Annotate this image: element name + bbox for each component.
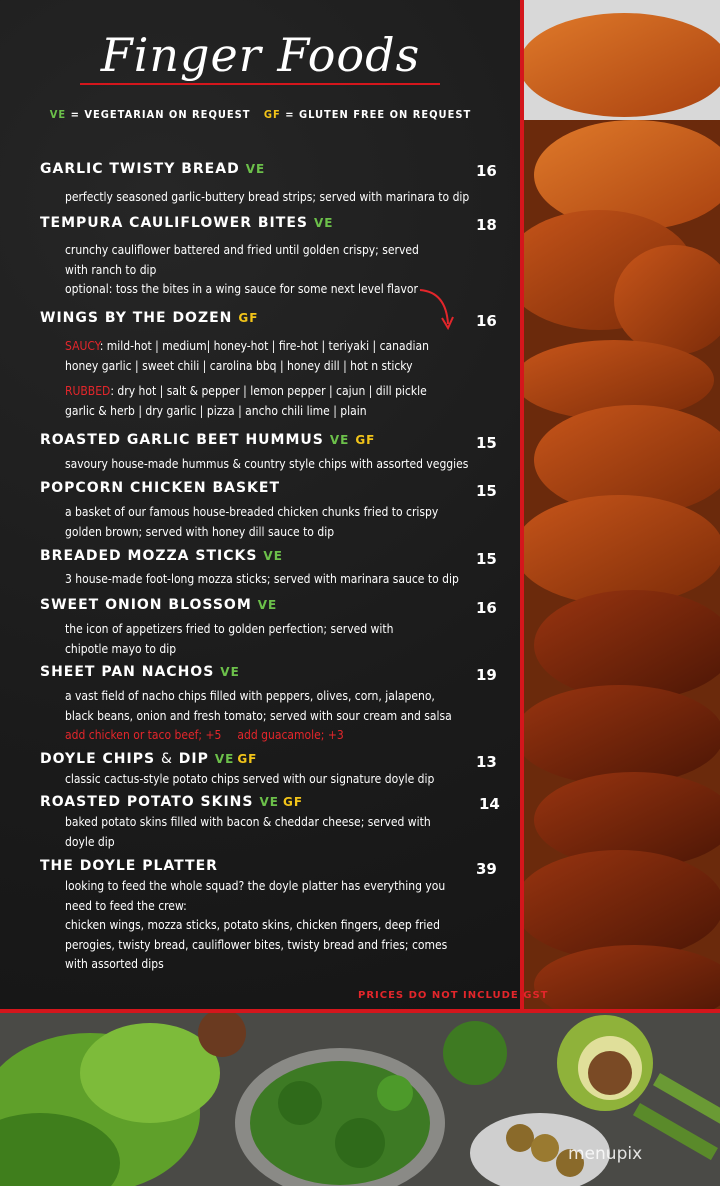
menu-item-description: perfectly seasoned garlic-buttery bread strips; served with marinara to dip (65, 190, 470, 204)
menu-item-price: 16 (476, 599, 497, 617)
gf-tag: GF (237, 752, 258, 766)
menu-item-price: 16 (476, 162, 497, 180)
gf-legend-tag: GF (263, 108, 281, 121)
ve-tag: VE (220, 665, 240, 679)
menu-item-name: WINGS BY THE DOZEN GF (40, 310, 259, 326)
menu-item-price: 15 (476, 550, 497, 568)
menu-item-name: SHEET PAN NACHOS VE (40, 664, 240, 680)
title-underline (80, 83, 440, 85)
menu-item-description: looking to feed the whole squad? the doyle platter has everything you need to feed the crew: chicken wings, mozza sticks, potato skins, chicken fingers, deep fried perogies, twisty bread, cauliflower bites, twisty bread and fries; comes with assorted dips (65, 879, 448, 971)
menu-item-description: SAUCY: mild-hot | medium| honey-hot | fire-hot | teriyaki | canadian honey garlic | sweet chili | carolina bbq | honey dill | hot n sticky RUBBED: dry hot | salt & pepper | lemon pepper | cajun | dill pickle garlic & herb | dry garlic | pizza | ancho chili lime | plain (65, 339, 429, 418)
curved-arrow-icon (418, 286, 458, 334)
menu-item-price: 15 (476, 434, 497, 452)
menu-item-name: TEMPURA CAULIFLOWER BITES VE (40, 215, 334, 231)
add-on-option: add guacamole; +3 (237, 728, 344, 742)
menu-item-price: 13 (476, 753, 497, 771)
red-divider-horizontal (0, 1009, 720, 1013)
menu-item-price: 18 (476, 216, 497, 234)
menu-item-description: baked potato skins filled with bacon & cheddar cheese; served with doyle dip (65, 815, 431, 849)
rubbed-label: RUBBED (65, 384, 111, 398)
add-on-option: add chicken or taco beef; +5 (65, 728, 222, 742)
menu-item-description: the icon of appetizers fried to golden perfection; served with chipotle mayo to dip (65, 622, 394, 656)
menu-item-name: POPCORN CHICKEN BASKET (40, 480, 280, 496)
menu-item-name: SWEET ONION BLOSSOM VE (40, 597, 278, 613)
menu-item-description: a vast field of nacho chips filled with peppers, olives, corn, jalapeno, black beans, onion and fresh tomato; served with sour cream and salsa add chicken or taco beef; +5 add guacamole; +3 (65, 689, 452, 742)
menu-item-name: ROASTED POTATO SKINS VE GF (40, 794, 304, 810)
chicken-wings-photo (524, 0, 720, 1009)
gf-tag: GF (238, 311, 259, 325)
gst-notice: PRICES DO NOT INCLUDE GST (358, 990, 549, 1001)
gf-tag: GF (355, 433, 376, 447)
menu-item-description: crunchy cauliflower battered and fried until golden crispy; served with ranch to dip optional: toss the bites in a wing sauce for some next level flavor (65, 243, 419, 296)
menu-item-name: THE DOYLE PLATTER (40, 858, 218, 874)
ve-tag: VE (259, 795, 279, 809)
ve-tag: VE (214, 752, 235, 766)
ve-tag: VE (329, 433, 350, 447)
menu-item-description: a basket of our famous house-breaded chicken chunks fried to crispy golden brown; served with honey dill sauce to dip (65, 505, 439, 539)
ve-tag: VE (257, 598, 278, 612)
page-title: Finger Foods (100, 28, 421, 82)
ve-legend-text: = VEGETARIAN ON REQUEST (70, 108, 251, 121)
gf-tag: GF (282, 795, 304, 809)
red-divider-vertical (520, 0, 524, 1012)
menu-item-name: ROASTED GARLIC BEET HUMMUS VE GF (40, 432, 376, 448)
menu-item-price: 19 (476, 666, 497, 684)
menu-item-description: classic cactus-style potato chips served with our signature doyle dip (65, 772, 435, 786)
menu-item-price: 16 (476, 312, 497, 330)
menu-item-price: 14 (479, 795, 500, 813)
menu-item-description: savoury house-made hummus & country style chips with assorted veggies (65, 457, 469, 471)
menu-item-description: 3 house-made foot-long mozza sticks; served with marinara sauce to dip (65, 572, 459, 586)
gf-legend-text: = GLUTEN FREE ON REQUEST (285, 108, 472, 121)
ve-tag: VE (313, 216, 334, 230)
dietary-legend (0, 108, 521, 121)
watermark-logo: menupix (568, 1144, 643, 1164)
saucy-label: SAUCY (65, 339, 100, 353)
menu-item-price: 15 (476, 482, 497, 500)
menu-item-name: DOYLE CHIPS & DIP VE GF (40, 751, 258, 767)
menu-item-price: 39 (476, 860, 497, 878)
ve-tag: VE (245, 162, 266, 176)
menu-item-name: GARLIC TWISTY BREAD VE (40, 161, 266, 177)
menu-item-name: BREADED MOZZA STICKS VE (40, 548, 283, 564)
ve-legend-tag: VE (49, 108, 67, 121)
ve-tag: VE (263, 549, 283, 563)
